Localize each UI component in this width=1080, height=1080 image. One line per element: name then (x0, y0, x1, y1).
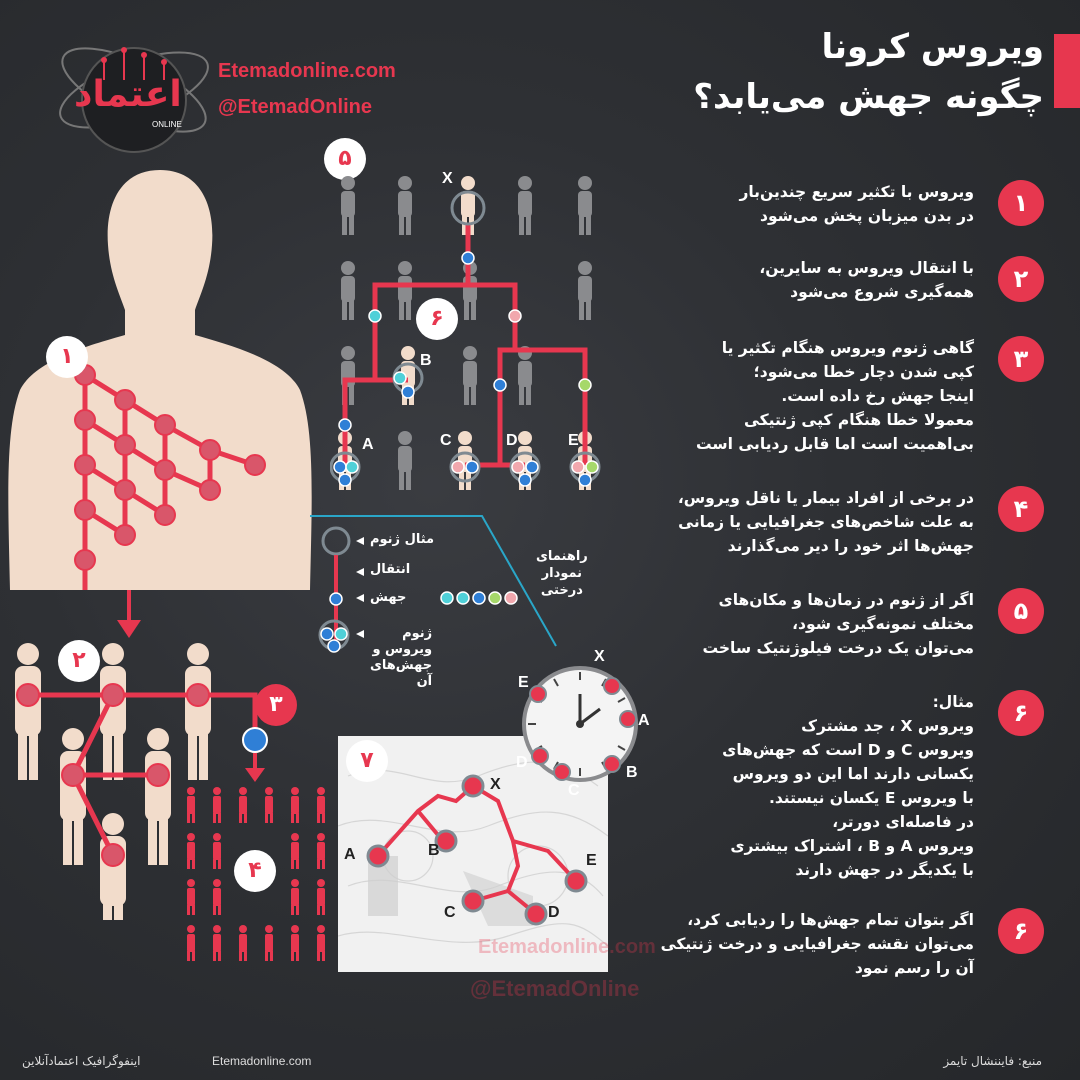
map-label-c: C (444, 904, 456, 921)
step-line: بی‌اهمیت است اما قابل ردیابی است (696, 435, 974, 453)
footer-credit: اینفوگرافیک اعتمادآنلاین (22, 1054, 141, 1068)
badge-3: ۳ (255, 684, 297, 726)
legend-title-line: درختی (540, 583, 583, 598)
footer-source: منبع: فایننشال تایمز (943, 1054, 1042, 1068)
badge-1: ۱ (46, 336, 88, 378)
step-line: در برخی از افراد بیمار یا ناقل ویروس، (677, 489, 974, 507)
step-line: ویروس C و D است که جهش‌های (722, 741, 974, 759)
tree-label-b: B (420, 352, 432, 369)
step-number: ۶ (998, 690, 1044, 736)
tree-label-d: D (506, 432, 518, 449)
legend-genome-line: ویروس و (372, 642, 433, 657)
title-accent-bar (1054, 34, 1080, 108)
step-line: ویروس A و B ، اشتراک بیشتری (730, 837, 974, 855)
clock-label-d: D (516, 754, 528, 771)
step-number: ۱ (998, 180, 1044, 226)
legend-title-line: راهنمای (536, 549, 588, 564)
legend-genome-line: ژنوم (402, 626, 433, 641)
logo-text: اعتماد (74, 74, 182, 115)
step-line: کپی شدن دچار خطا می‌شود؛ (753, 363, 974, 381)
step-line: می‌توان یک درخت فیلوژنتیک ساخت (702, 639, 974, 657)
step-line: آن را رسم نمود (854, 959, 974, 977)
tree-label-a: A (362, 436, 374, 453)
step-line: مثال: (932, 693, 974, 711)
step-line: می‌توان نقشه جغرافیایی و درخت ژنتیکی (660, 935, 974, 953)
step-line: مختلف نمونه‌گیری شود، (792, 615, 974, 633)
step-number: ۴ (998, 486, 1044, 532)
badge-5: ۵ (324, 138, 366, 180)
step-line: با ویروس E یکسان نیستند. (768, 789, 974, 807)
badge-7: ۷ (346, 740, 388, 782)
step-line: در بدن میزبان پخش می‌شود (760, 207, 974, 225)
footer-site: Etemadonline.com (212, 1054, 312, 1068)
legend-transmission: انتقال (370, 562, 411, 577)
badge-6: ۶ (416, 298, 458, 340)
step-line: اگر بتوان تمام جهش‌ها را ردیابی کرد، (687, 911, 974, 929)
step-line: جهش‌ها اثر خود را دیر می‌گذارند (727, 537, 974, 555)
step-number: ۲ (998, 256, 1044, 302)
brand-handle: @EtemadOnline (218, 96, 372, 118)
watermark-site: Etemadonline.com (478, 936, 656, 958)
legend-genome-line: جهش‌های (370, 658, 433, 673)
arrow-down-icon (114, 590, 144, 640)
step-number: ۶ (998, 908, 1044, 954)
clock-label-x: X (594, 648, 605, 665)
step-line: اینجا جهش رخ داده است. (781, 387, 974, 405)
step-number: ۳ (998, 336, 1044, 382)
step-line: گاهی ژنوم ویروس هنگام تکثیر یا (721, 339, 974, 357)
map-label-b: B (428, 842, 440, 859)
map-label-d: D (548, 904, 560, 921)
legend-genome (370, 626, 432, 690)
map-label-x: X (490, 776, 501, 793)
page-title (693, 22, 1044, 122)
brand-site: Etemadonline.com (218, 60, 396, 82)
clock-icon (520, 664, 640, 784)
badge-4: ۴ (234, 850, 276, 892)
step-line: با یکدیگر در جهش دارند (795, 861, 974, 879)
clock-label-c: C (568, 782, 580, 799)
badge-2: ۲ (58, 640, 100, 682)
step-line: ویروس با تکثیر سریع چندین‌بار (739, 183, 974, 201)
phylogenetic-tree-illustration (330, 170, 620, 510)
clock-label-a: A (638, 712, 650, 729)
brand-logo (44, 30, 214, 160)
map-label-e: E (586, 852, 597, 869)
step-line: یکسانی دارند اما این دو ویروس (732, 765, 974, 783)
host-body-illustration (0, 160, 320, 600)
tree-label-c: C (440, 432, 452, 449)
legend-genome-example: مثال ژنوم (370, 532, 435, 547)
legend-title-line: نمودار (541, 566, 583, 581)
step-line: همه‌گیری شروع می‌شود (790, 283, 974, 301)
step-line: ویروس X ، جد مشترک (801, 717, 974, 735)
title-line-2: چگونه جهش می‌یابد؟ (693, 77, 1044, 117)
clock-label-e: E (518, 674, 529, 691)
legend-mutation: جهش (370, 590, 407, 605)
tree-label-x: X (442, 170, 453, 187)
step-number: ۵ (998, 588, 1044, 634)
logo-sub: ONLINE (152, 120, 182, 129)
clock-label-b: B (626, 764, 638, 781)
legend-title (536, 548, 588, 599)
title-line-1: ویروس کرونا (821, 27, 1044, 67)
step-line: اگر از ژنوم در زمان‌ها و مکان‌های (718, 591, 974, 609)
map-label-a: A (344, 846, 356, 863)
step-line: در فاصله‌ای دورتر، (832, 813, 974, 831)
legend-genome-line: آن (416, 674, 433, 689)
watermark-handle: @EtemadOnline (470, 976, 640, 1001)
tree-label-e: E (568, 432, 579, 449)
step-line: به علت شاخص‌های جغرافیایی یا زمانی (678, 513, 974, 531)
step-line: معمولا خطا هنگام کپی ژنتیکی (743, 411, 974, 429)
step-line: با انتقال ویروس به سایرین، (759, 259, 974, 277)
